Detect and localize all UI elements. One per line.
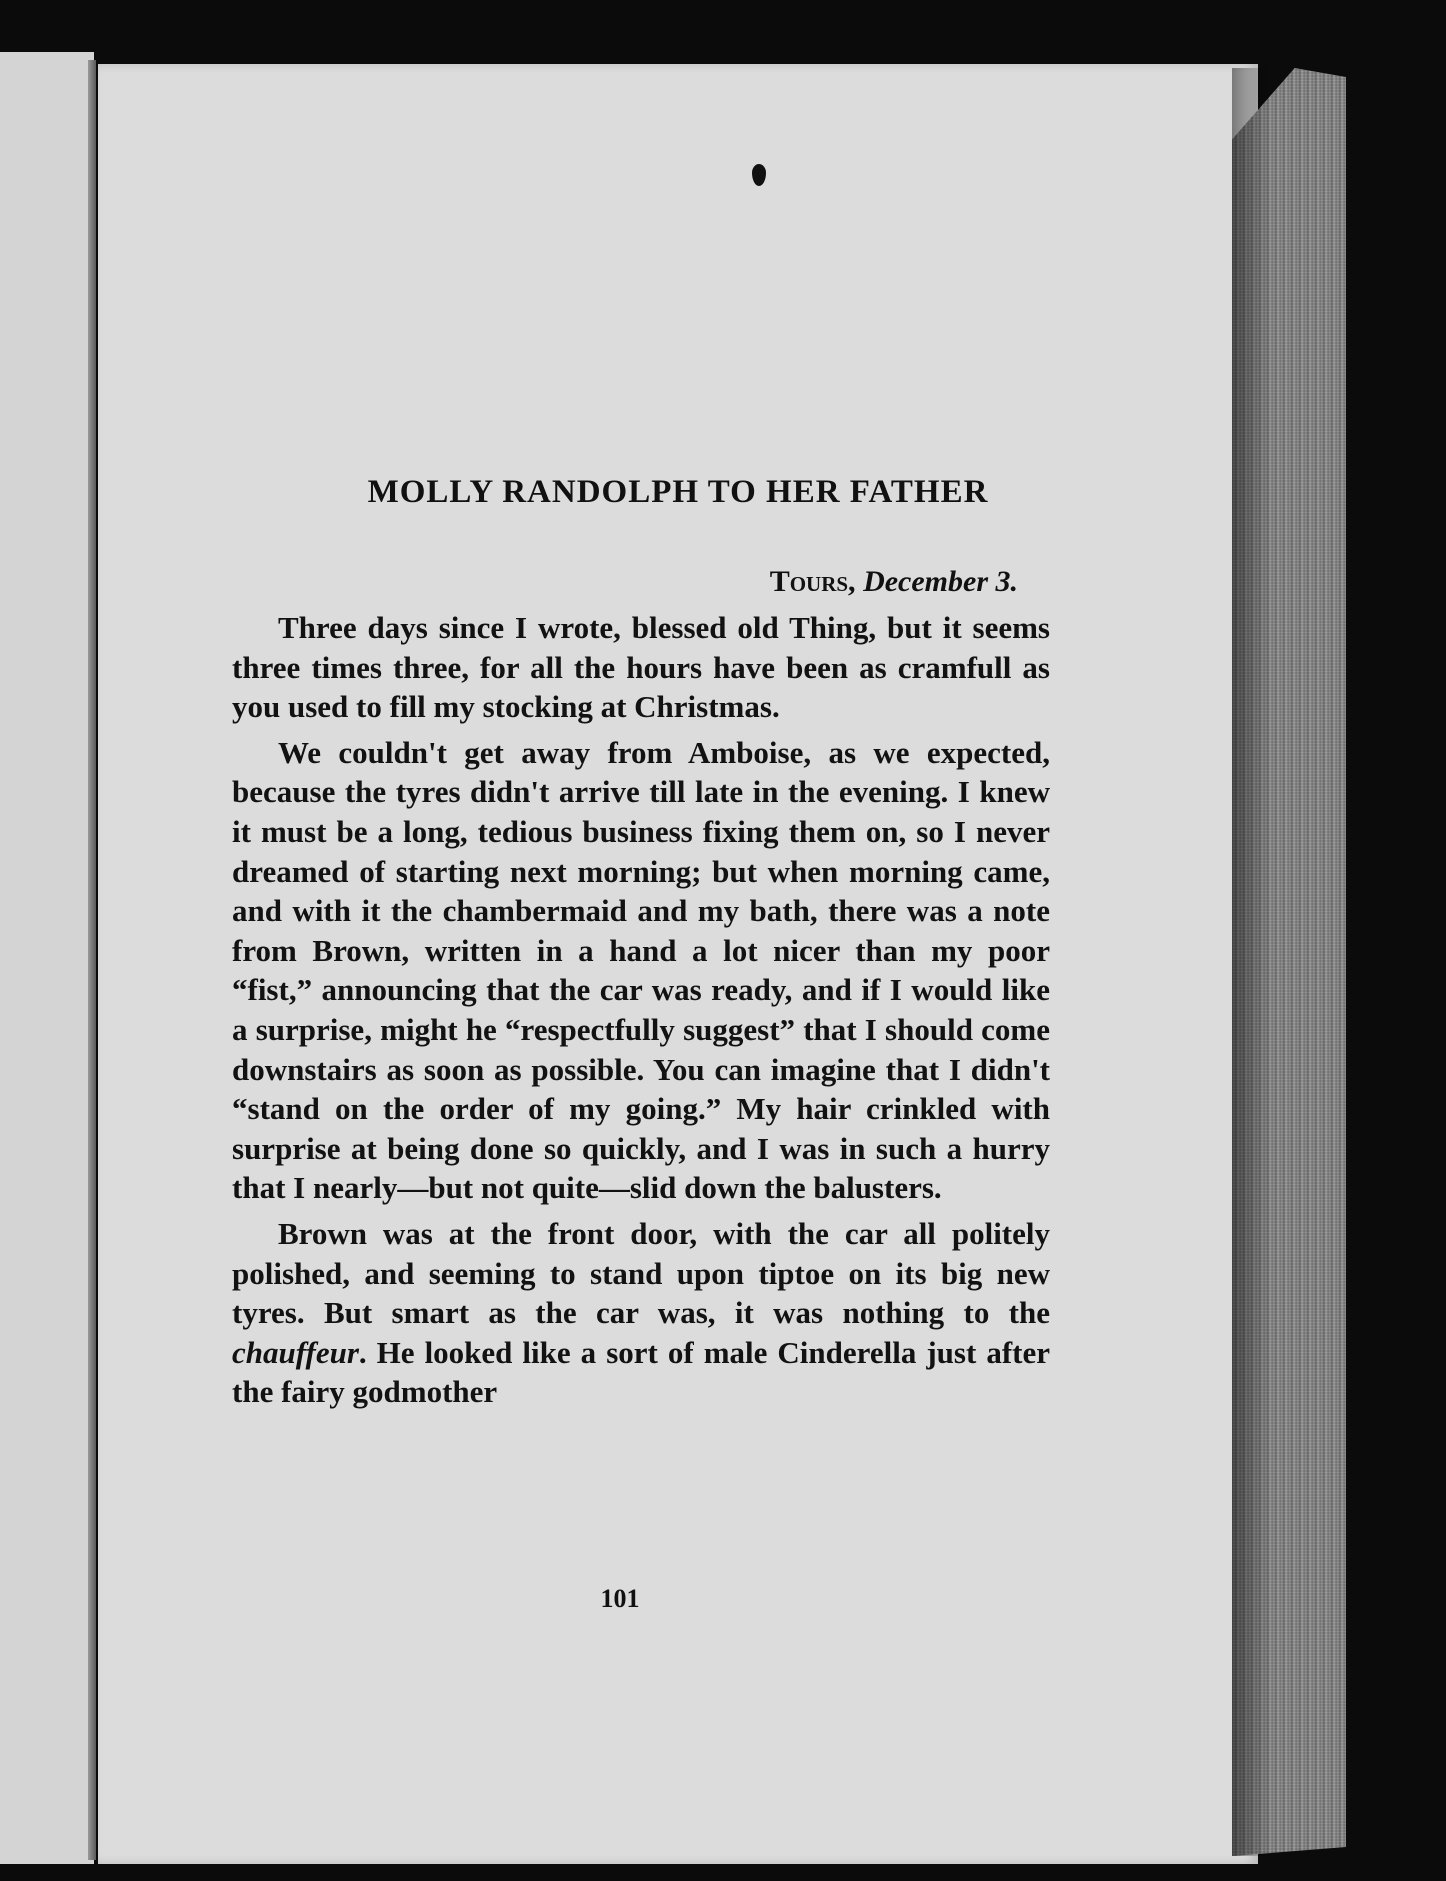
paragraph-3-italic: chauffeur xyxy=(232,1334,359,1370)
page-number: 101 xyxy=(600,1584,640,1613)
gutter-shadow xyxy=(88,60,96,1860)
letter-body xyxy=(232,608,1050,1418)
fore-edge-shadow xyxy=(1232,68,1272,1856)
left-page-edge xyxy=(0,52,94,1864)
letter-dateline xyxy=(600,565,1018,599)
dateline-place: Tours, xyxy=(769,565,856,598)
paragraph-3-text-end: . He looked like a sort of male Cinderella just after the fairy godmother xyxy=(232,1334,1050,1410)
dateline-date: December 3. xyxy=(863,565,1018,598)
paragraph-2: We couldn't get away from Amboise, as we expected, because the tyres didn't arrive till late in the evening. I knew it must be a long, tedious business fixing them on, so I never dreamed of starting next morning; but when morning came, and with it the chambermaid and my bath, there was a note from Brown, written in a hand a lot nicer than my poor “fist,” announcing that the car was ready, and if I would like a surprise, might he “respectfully suggest” that I should come downstairs as soon as possible. You can imagine that I didn't “stand on the order of my going.” My hair crinkled with surprise at being done so quickly, and I was in such a hurry that I nearly—but not quite—slid down the balusters. xyxy=(232,734,1050,1206)
paragraph-3 xyxy=(232,1214,1050,1412)
paragraph-3-text: Brown was at the front door, with the car all politely polished, and seeming to stand upon tiptoe on its big new tyres. But smart as the car was, it was nothing to the xyxy=(232,1215,1050,1331)
paragraph-1: Three days since I wrote, blessed old Thing, but it seems three times three, for all the hours have been as cramfull as you used to fill my stocking at Christmas. xyxy=(232,610,1050,725)
chapter-title: MOLLY RANDOLPH TO HER FATHER xyxy=(367,474,989,510)
